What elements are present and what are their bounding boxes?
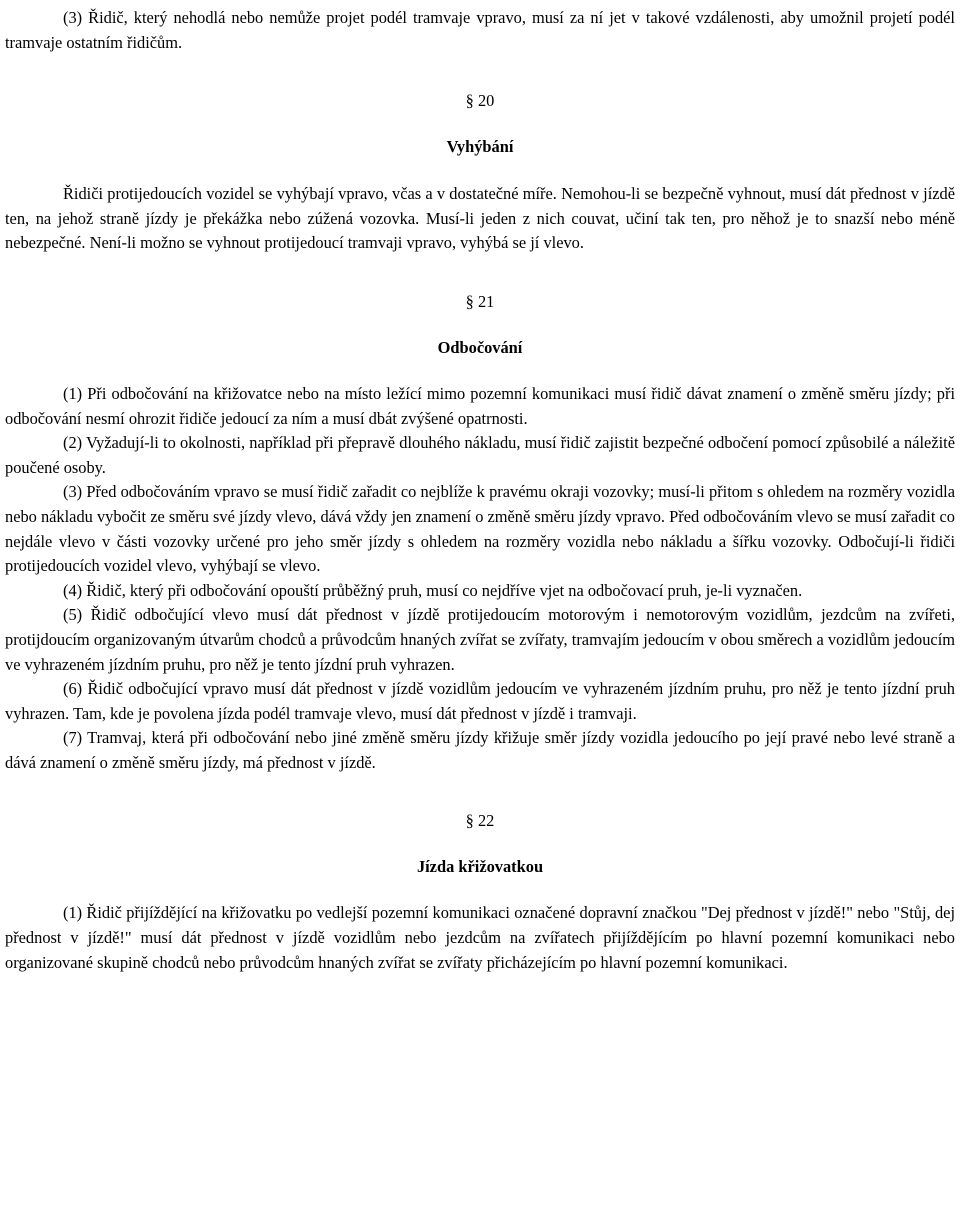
- paragraph-21-1: (1) Při odbočování na křižovatce nebo na místo ležící mimo pozemní komunikaci musí řidič dávat znamení o změně směru jízdy; při odbočování nesmí ohrozit řidiče jedoucí za ním a musí dbát zvýšené opatrnosti.: [5, 383, 955, 428]
- document-page: [5, 6, 955, 975]
- section-21-title: Odbočování: [437, 337, 523, 357]
- paragraph-21-5: (5) Řidič odbočující vlevo musí dát přednost v jízdě protijedoucím motorovým i nemotorovým vozidlům, jezdcům na zvířeti, protijdoucím organizovaným útvarům chodců a průvodcům hnaných zvířat se zvířaty, tramvajím jedoucím v obou směrech a vozidlům jedoucím ve vyhrazeném jízdním pruhu, pro něž je tento jízdní pruh vyhrazen.: [5, 605, 955, 674]
- paragraph-21-4: (4) Řidič, který při odbočování opouští průběžný pruh, musí co nejdříve vjet na odbočovací pruh, je-li vyznačen.: [63, 580, 803, 600]
- paragraph-22-1: (1) Řidič přijíždějící na křižovatku po vedlejší pozemní komunikaci označené dopravní značkou "Dej přednost v jízdě!" nebo "Stůj, dej přednost v jízdě!" musí dát přednost v jízdě vozidlům nebo jezdcům na zvířatech přijíždějícím po hlavní pozemní komunikaci nebo organizované skupině chodců nebo průvodcům hnaných zvířat se zvířaty přicházejícím po hlavní pozemní komunikaci.: [5, 903, 955, 972]
- paragraph-19-3: (3) Řidič, který nehodlá nebo nemůže projet podél tramvaje vpravo, musí za ní jet v takové vzdálenosti, aby umožnil projetí podél tramvaje ostatním řidičům.: [5, 8, 955, 52]
- paragraph-21-7: (7) Tramvaj, která při odbočování nebo jiné změně směru jízdy křižuje směr jízdy vozidla jedoucího po její pravé nebo levé straně a dává znamení o změně směru jízdy, má přednost v jízdě.: [5, 728, 955, 772]
- paragraph-21-6: (6) Řidič odbočující vpravo musí dát přednost v jízdě vozidlům jedoucím ve vyhrazeném jízdním pruhu, pro něž je tento jízdní pruh vyhrazen. Tam, kde je povolena jízda podél tramvaje vlevo, musí dát přednost v jízdě i tramvaji.: [5, 679, 955, 723]
- paragraph-21-3: (3) Před odbočováním vpravo se musí řidič zařadit co nejblíže k pravému okraji vozovky; musí-li přitom s ohledem na rozměry vozidla nebo nákladu vybočit ze směru své jízdy vlevo, dává vždy jen znamení o změně směru jízdy vpravo. Před odbočováním vlevo se musí zařadit co nejdále vlevo v části vozovky určené pro jeho směr jízdy s ohledem na rozměry vozidla nebo nákladu a šířku vozovky. Odbočují-li řidiči protijedoucích vozidel vlevo, vyhýbají se vlevo.: [5, 482, 955, 576]
- section-20-number: § 20: [465, 91, 495, 111]
- section-21-number: § 21: [465, 291, 495, 311]
- paragraph-20: Řidiči protijedoucích vozidel se vyhýbají vpravo, včas a v dostatečné míře. Nemohou-li se bezpečně vyhnout, musí dát přednost v jízdě ten, na jehož straně jízdy je překážka nebo zúžená vozovka. Musí-li jeden z nich couvat, učiní tak ten, pro něhož je to snazší nebo méně nebezpečné. Není-li možno se vyhnout protijedoucí tramvaji vpravo, vyhýbá se jí vlevo.: [5, 184, 955, 253]
- paragraph-21-2: (2) Vyžadují-li to okolnosti, například při přepravě dlouhého nákladu, musí řidič zajistit bezpečné odbočení pomocí způsobilé a náležitě poučené osoby.: [5, 433, 955, 477]
- section-22-number: § 22: [465, 811, 495, 831]
- section-20-title: Vyhýbání: [446, 137, 514, 157]
- section-22-title: Jízda křižovatkou: [416, 857, 544, 877]
